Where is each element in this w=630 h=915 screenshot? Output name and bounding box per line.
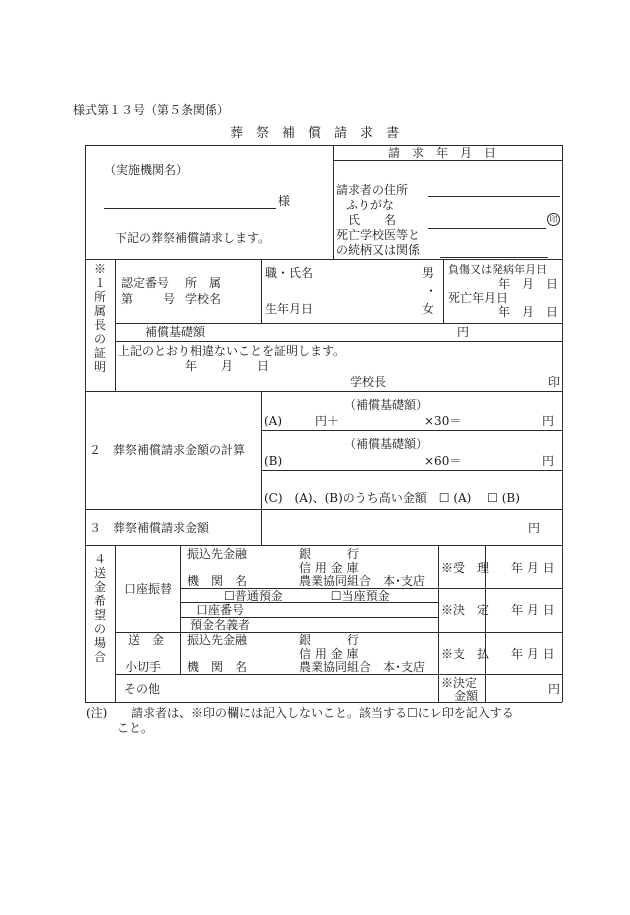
remit-label-1: 送 金 [128,633,165,647]
paid-label: ※支 払 [441,647,490,661]
form-title: 葬 祭 補 償 請 求 書 [230,126,400,141]
remit-label-2: 小切手 [125,660,162,674]
school-name-label: 学校名 [185,292,222,306]
account-number-label: 口座番号 [196,603,245,617]
principal-seal: 印 [548,375,561,389]
principal-label: 学校長 [350,375,387,389]
male-option: 男 [422,266,435,280]
bank-dest-2: 機 関 名 [187,574,248,588]
remit-bank-label: 銀 行 [299,633,360,647]
cert-date: 年 月 日 [185,359,270,373]
shozoku-label: 所 属 [185,276,222,290]
bank-dest-1: 振込先金融 [187,547,248,561]
remit-bank-dest-2: 機 関 名 [187,660,248,674]
received-ymd: 年 月 日 [511,561,555,575]
female-option: 女 [422,302,435,316]
remit-shinkin-label: 信 用 金 庫 [299,647,359,661]
section3-label: ３ 葬祭補償請求金額 [89,521,210,535]
base-amount-label: 補償基礎額 [145,325,206,339]
decided-ymd: 年 月 日 [511,603,555,617]
section3-yen: 円 [528,521,541,535]
b-label: (B) [264,454,283,468]
injury-date-ymd: 年 月 日 [497,277,558,291]
shinkin-label: 信 用 金 庫 [299,561,359,575]
note-line-2: こと。 [117,721,154,735]
base-b-label: （補償基礎額） [343,437,428,451]
request-date-label: 請 求 年 月 日 [388,146,497,160]
paid-ymd: 年 月 日 [511,647,555,661]
a-label: (A) [264,414,283,428]
remit-nokyo-label: 農業協同組合 本･支店 [299,660,426,674]
note-label: (注) [86,706,108,720]
a-yen-plus: 円＋ [315,414,340,428]
base-a-label: （補償基礎額） [343,398,428,412]
relation-label-2: の続柄又は関係 [336,243,421,257]
injury-date-label: 負傷又は発病年月日 [448,263,547,276]
decided-label: ※決 定 [441,603,490,617]
deposit-type-options[interactable]: ☐普通預金 ☐当座預金 [224,589,390,603]
nokyo-branch-label: 農業協同組合 本･支店 [299,574,426,588]
b-times-60: ×60＝ [424,454,462,468]
section2-label: ２ 葬祭補償請求金額の計算 [89,443,246,457]
death-date-ymd: 年 月 日 [497,305,558,319]
remit-bank-dest-1: 振込先金融 [187,633,248,647]
job-name-label: 職・氏名 [265,266,314,280]
dai-label: 第 [121,292,134,306]
decided-amount-label-2: 金額 [454,689,479,703]
base-amount-yen: 円 [457,325,470,339]
address-field[interactable] [428,182,560,196]
seal-mark: 印 [547,213,560,226]
section1-side-label: ※１所属長の証明 [93,262,106,374]
bank-label: 銀 行 [299,547,360,561]
furigana-label: ふりがな [346,198,395,212]
agency-label: （実施機関名） [104,163,189,177]
a-result-yen: 円 [542,414,555,428]
note-line-1: 請求者は、※印の欄には記入しないこと。該当する☐にレ印を記入する [131,706,514,720]
agency-name-field[interactable] [104,194,276,208]
other-label: その他 [124,682,161,696]
decided-amount-yen: 円 [548,682,561,696]
name-field[interactable] [428,213,546,227]
c-higher-amount[interactable]: (C) (A)、(B)のうち高い金額 ☐ (A) ☐ (B) [264,491,520,505]
birth-label: 生年月日 [265,302,314,316]
b-result-yen: 円 [542,454,555,468]
decided-amount-label-1: ※決定 [441,676,478,690]
relation-label-1: 死亡学校医等と [336,228,421,242]
section4-side-label: ４送金希望の場合 [93,552,106,664]
address-label: 請求者の住所 [336,183,409,197]
transfer-label: 口座振替 [124,582,173,596]
relation-field[interactable] [440,243,548,257]
form-number: 様式第１３号（第５条関係） [73,103,230,117]
cert-number-label: 認定番号 [121,276,170,290]
certify-text: 上記のとおり相違ないことを証明します。 [118,344,346,358]
name-label: 氏 名 [348,213,397,227]
dot-separator: ・ [425,284,438,298]
intro-text: 下記の葬祭補償請求します。 [115,231,271,245]
death-date-label: 死亡年月日 [448,291,509,305]
go-label: 号 [163,292,176,306]
a-times-30: ×30＝ [424,414,462,428]
account-holder-label: 預金名義者 [190,618,251,632]
received-label: ※受 理 [441,561,490,575]
sama-label: 様 [278,194,291,208]
